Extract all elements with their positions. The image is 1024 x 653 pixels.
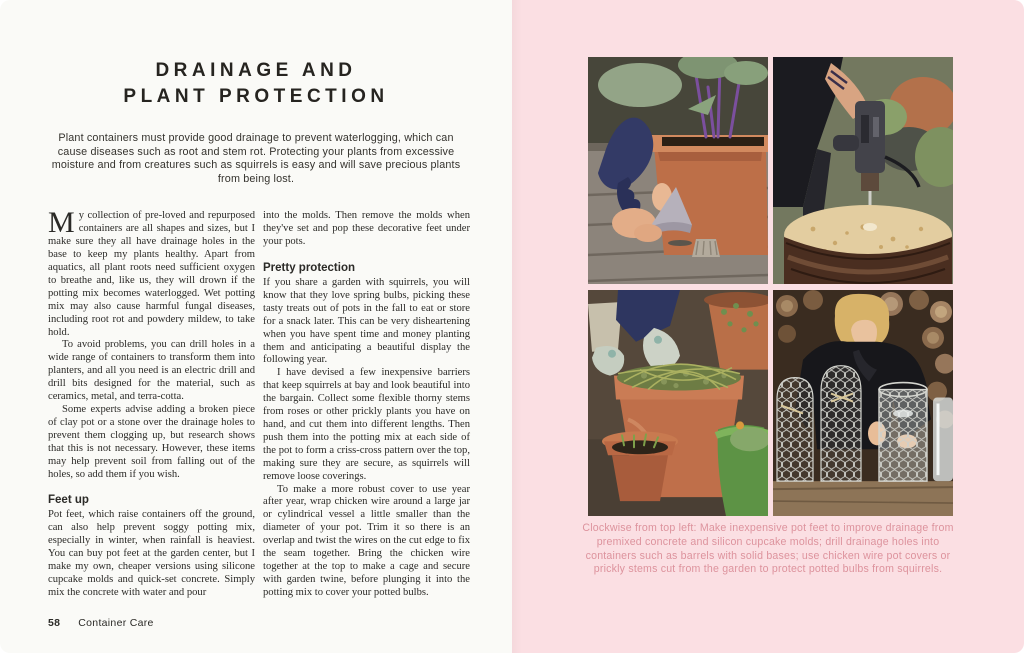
paragraph-pot-feet: Pot feet, which raise containers off the ground, can also help prevent soggy potting mix, especially in winter, when rainfall is heaviest. You can buy pot feet at the garden center, but I make my own, cheaper versions using silicone cupcake molds and quick-set concrete. Simply mix the concrete with water and pour (48, 509, 255, 598)
title-line-2: PLANT PROTECTION (123, 86, 389, 107)
footer-section-label: Container Care (78, 617, 154, 629)
paragraph-squirrels: If you share a garden with squirrels, you will know that they love spring bulbs, picking these tasty treats out of pots in the fall to eat or store for a snack later. This can be very disheartening when you have spent time and money planting them and anticipating a beautiful display the following year. (263, 277, 470, 366)
photo-chicken-wire-jar-covers (773, 290, 953, 516)
paragraph-collection-text: y collection of pre-loved and repurposed containers are all shapes and sizes, but I make sure they all have drainage holes in the base to keep my plants healthy. Apart from aquatics, all plant roots need sufficient oxygen to breathe and, like us, they will drown if the potting mix becomes waterlogged. Wet potting mix may also cause harmful fungal diseases, including root rot and powdery mildew, to take hold. (48, 210, 255, 338)
pot-feet-illustration (588, 57, 768, 284)
paragraph-clay-pot: Some experts advise adding a broken piece of clay pot or a stone over the drainage holes to prevent them clogging up, but research shows that this is not necessary. However, these items may help prevent soil from falling out of the holes, so add them if you wish. (48, 403, 255, 480)
chicken-wire-illustration (773, 290, 953, 516)
photo-caption: Clockwise from top left: Make inexpensive pot feet to improve drainage from premixed concrete and silicon cupcake molds; drill drainage holes into containers such as barrels with solid bases; use chicken wire pot covers or prickly stems cut from the garden to protect potted bulbs from squirrels. (582, 522, 954, 576)
body-columns (48, 206, 470, 599)
photo-pot-feet-cupcake-mold (588, 57, 768, 284)
paragraph-molds-continued: into the molds. Then remove the molds when they've set and pop these decorative feet under your pots. (263, 210, 470, 248)
photo-grid (588, 57, 953, 516)
page-title (0, 58, 512, 110)
text-column-2 (263, 210, 470, 599)
intro-text: Plant containers must provide good drainage to prevent waterlogging, which can cause diseases such as root and stem rot. Protecting your plants from excessive moisture and from creatures such as squirrels is easy and will save precious plants from being lost. (51, 132, 461, 185)
page-footer (48, 617, 154, 629)
paragraph-chicken-wire: To make a more robust cover to use year after year, wrap chicken wire around a large jar or cylindrical vessel a little smaller than the diameter of your pot. Trim it so there is an overlap and twist the wires on the cut edge to fix the seam together. Bring the chicken wire together at the top to make a cage and secure with garden twine, before plunging it into the potting mix to cover your potted bulbs. (263, 483, 470, 598)
photo-prickly-stems-pot (588, 290, 768, 516)
paragraph-collection (48, 206, 255, 339)
subheading-pretty-protection: Pretty protection (263, 262, 356, 275)
prickly-stems-illustration (588, 290, 768, 516)
photo-drilling-barrel (773, 57, 953, 284)
page-number: 58 (48, 617, 61, 629)
drill-barrel-illustration (773, 57, 953, 284)
text-column-1 (48, 206, 255, 599)
paragraph-barriers: I have devised a few inexpensive barriers that keep squirrels at bay and look beautiful into the bargain. Collect some flexible thorny stems from roses or other prickly plants you have on hand, and cut them into different lengths. Then push them into the potting mix at each side of the pot to form a criss-cross pattern over the top, making sure they are secure, as squirrels will remove loose coverings. (263, 367, 470, 482)
paragraph-drill-holes: To avoid problems, you can drill holes in a wide range of containers to transform them into planters, and all you need is an electric drill and drill bits designed for the material, such as ceramics, metal, and terra-cotta. (48, 339, 255, 403)
title-line-1: DRAINAGE AND (155, 60, 357, 81)
drop-cap: M (48, 206, 75, 240)
subheading-feet-up: Feet up (48, 494, 89, 507)
right-page (512, 0, 1024, 653)
